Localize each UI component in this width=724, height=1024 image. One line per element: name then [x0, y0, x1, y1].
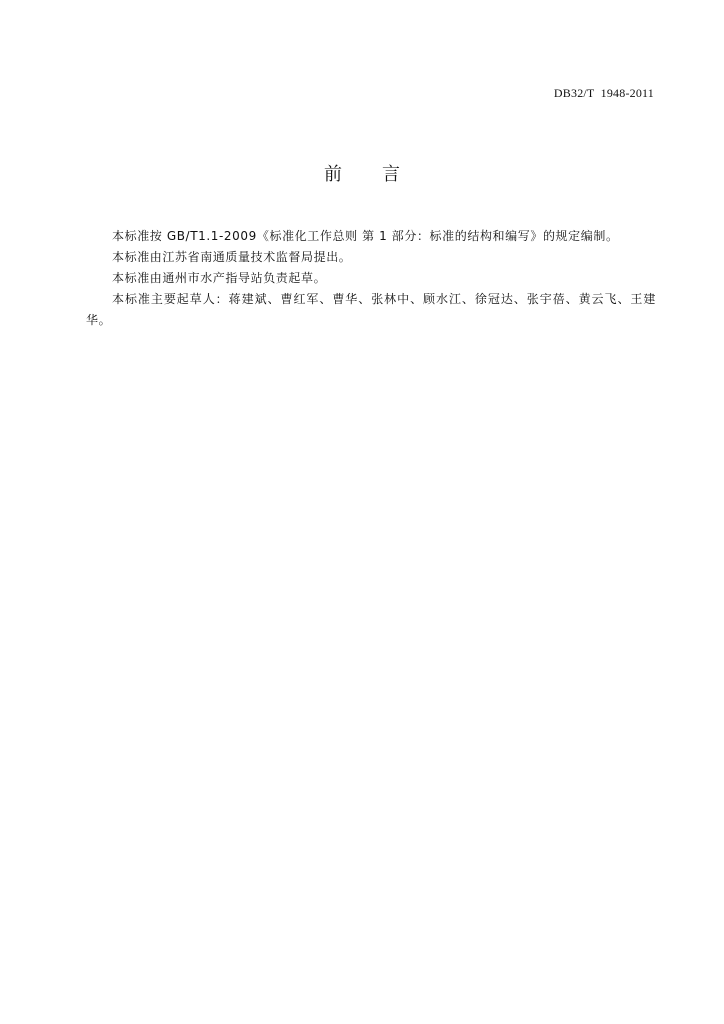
paragraph-compilation-basis: 本标准按 GB/T1.1-2009《标准化工作总则 第 1 部分：标准的结构和编写》的规定编制。 — [112, 229, 619, 243]
document-code: DB32/T 1948-2011 — [553, 86, 654, 100]
foreword-body — [86, 226, 656, 331]
paragraph-drafters: 本标准主要起草人：蒋建斌、曹红军、曹华、张林中、顾水江、徐冠达、张宇蓓、黄云飞、王建华。 — [86, 292, 656, 327]
paragraph-drafting-unit: 本标准由通州市水产指导站负责起草。 — [112, 271, 327, 285]
heading-char-1: 前 — [324, 164, 342, 185]
heading-char-2: 言 — [382, 164, 400, 185]
paragraph-proposer: 本标准由江苏省南通质量技术监督局提出。 — [112, 250, 352, 264]
foreword-heading — [0, 160, 724, 186]
